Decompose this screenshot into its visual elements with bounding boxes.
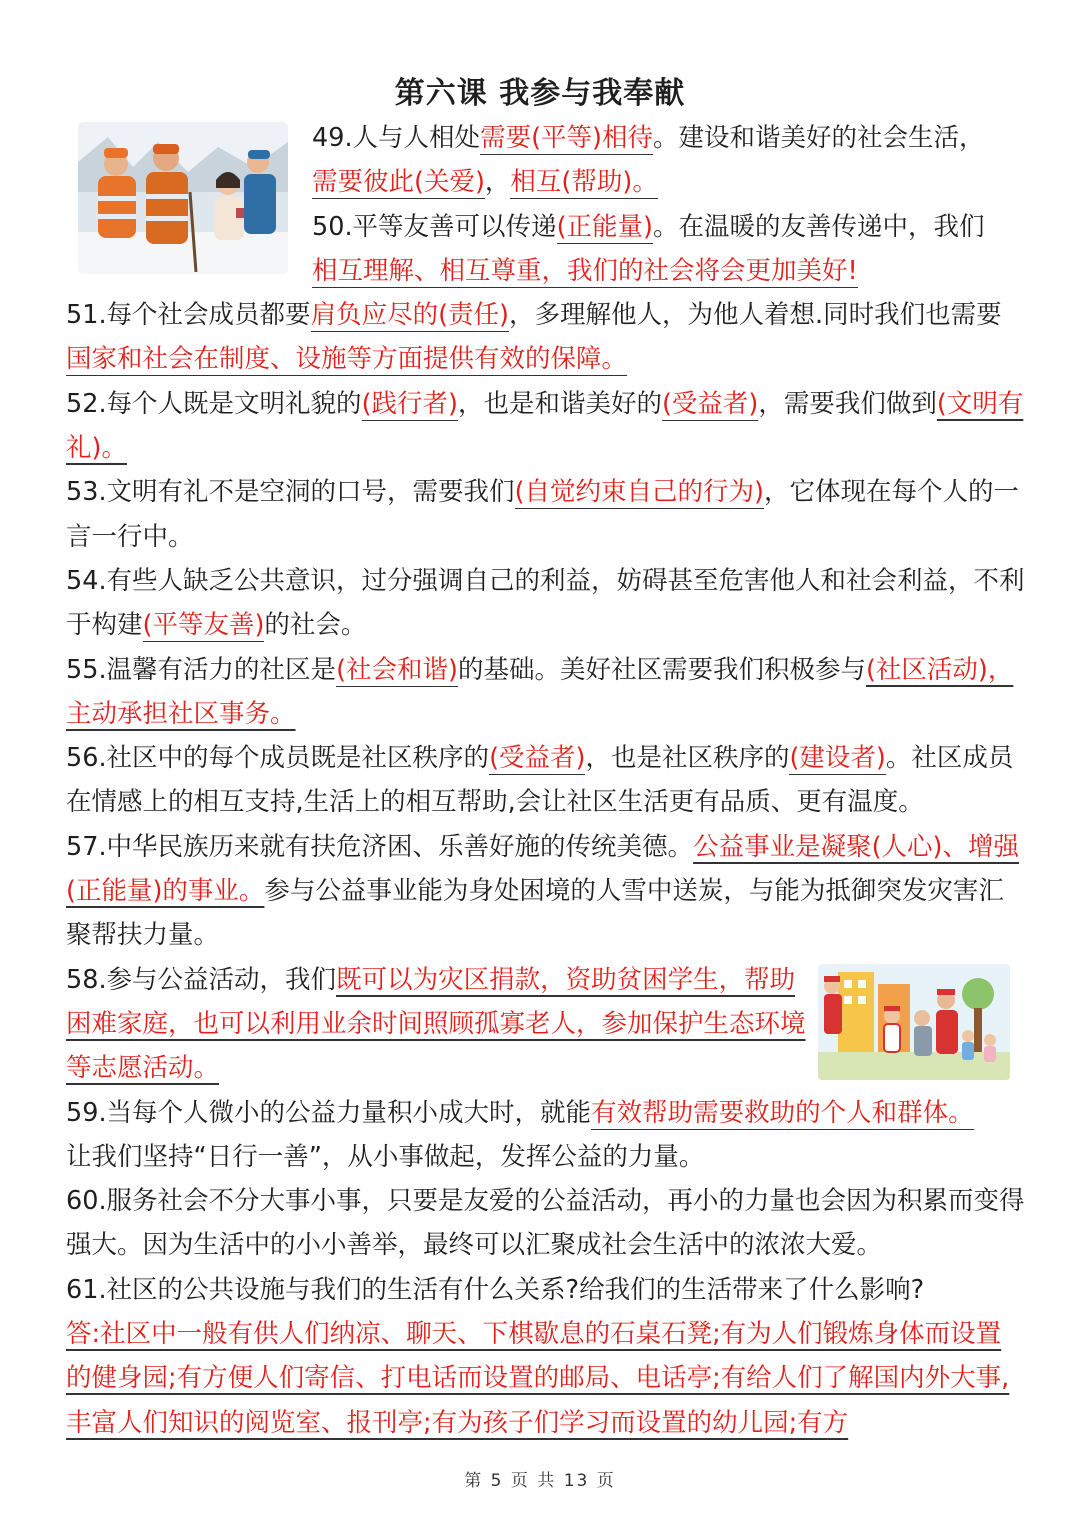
item-54-text-2: 的社会。 [264, 610, 367, 641]
item-51-answer-1: 肩负应尽的(责任) [310, 300, 509, 331]
item-57-answer: 公益事业是凝聚(人心)、增强(正能量)的事业。 [66, 831, 1019, 907]
item-49-answer-2: 需要彼此(关爱) [312, 167, 485, 198]
item-52-text-3: ，需要我们做到 [758, 388, 937, 419]
item-56-text: 56.社区中的每个成员既是社区秩序的 [66, 743, 490, 774]
item-53-text-2: ，它体现在每个人的一言一行中。 [66, 477, 1019, 552]
page-title: 第六课 我参与我奉献 [394, 76, 686, 111]
item-57 [66, 825, 1026, 958]
item-60-text: 60.服务社会不分大事小事，只要是友爱的公益活动，再小的力量也会因为积累而变得强大。因为生活中的小小善举，最终可以汇聚成社会生活中的浓浓大爱。 [66, 1186, 1025, 1261]
item-53 [66, 470, 1026, 559]
item-51-text: 51.每个社会成员都要 [66, 300, 311, 331]
page-footer: 第 5 页 共 13 页 [464, 1471, 616, 1491]
item-59-text-2: 让我们坚持“日行一善”，从小事做起，发挥公益的力量。 [66, 1141, 705, 1172]
item-53-answer: (自觉约束自己的行为) [514, 477, 764, 508]
item-50-text: 50.平等友善可以传递 [312, 211, 557, 242]
item-50-text-2: 。在温暖的友善传递中，我们 [652, 211, 985, 242]
item-59 [66, 1091, 1026, 1180]
item-55 [66, 648, 1026, 737]
item-52-answer-2: (受益者) [661, 388, 759, 419]
item-54-text: 54.有些人缺乏公共意识，过分强调自己的利益，妨碍甚至危害他人和社会利益，不利于构建 [66, 565, 1025, 641]
item-50 [312, 205, 1026, 294]
item-55-text-2: 的基础。美好社区需要我们积极参与 [457, 654, 866, 685]
item-59-answer: 有效帮助需要救助的个人和群体。 [591, 1097, 974, 1128]
item-56-answer-2: (建设者) [789, 743, 886, 774]
item-59-text: 59.当每个人微小的公益力量积小成大时，就能 [66, 1097, 592, 1128]
item-60 [66, 1179, 1026, 1268]
item-61-question: 61.社区的公共设施与我们的生活有什么关系?给我们的生活带来了什么影响? [66, 1274, 925, 1305]
question-list [66, 116, 1026, 1445]
item-51-answer-2: 国家和社会在制度、设施等方面提供有效的保障。 [66, 344, 628, 375]
item-49-text-2: 。建设和谐美好的社会生活， [652, 123, 985, 153]
item-49-answer-1: 需要(平等)相待 [480, 123, 653, 153]
item-61-answer: 答:社区中一般有供人们纳凉、聊天、下棋歇息的石桌石凳;有为人们锻炼身体而设置的健身园;有方便人们寄信、打电话而设置的邮局、电话亭;有给人们了解国内外大事,丰富人们知识的阅览室、报刊亭;有为孩子们学习而设置的幼儿园;有方 [66, 1319, 1010, 1438]
item-49-text: 49.人与人相处 [312, 123, 481, 153]
item-52-text-2: ，也是和谐美好的 [457, 388, 662, 419]
item-51 [66, 293, 1026, 382]
item-50-answer-2: 相互理解、相互尊重，我们的社会将会更加美好! [312, 255, 858, 286]
item-55-answer-1: (社会和谐) [336, 654, 458, 685]
item-56-answer-1: (受益者) [489, 743, 586, 774]
item-55-answer-2: (社区活动)，主动承担社区事务。 [66, 654, 1014, 729]
item-51-text-2: ，多理解他人，为他人着想.同时我们也需要 [508, 300, 1002, 331]
item-52 [66, 382, 1026, 471]
item-52-answer-1: (践行者) [361, 388, 458, 419]
item-50-answer-1: (正能量) [556, 211, 653, 242]
item-58 [66, 958, 806, 1091]
item-54 [66, 559, 1026, 648]
item-58-answer: 既可以为灾区捐款，资助贫困学生，帮助困难家庭，也可以利用业余时间照顾孤寡老人，参加保护生态环境等志愿活动。 [66, 964, 806, 1084]
item-57-text-2: 参与公益事业能为身处困境的人雪中送炭，与能为抵御突发灾害汇聚帮扶力量。 [66, 876, 1004, 951]
item-56-text-3: 。社区成员在情感上的相互支持,生活上的相互帮助,会让社区生活更有品质、更有温度。 [66, 743, 1014, 818]
item-55-text: 55.温馨有活力的社区是 [66, 654, 337, 685]
item-57-text: 57.中华民族历来就有扶危济困、乐善好施的传统美德。 [66, 831, 694, 862]
item-49-comma: ， [484, 167, 511, 198]
item-56-text-2: ，也是社区秩序的 [585, 743, 790, 774]
item-61 [66, 1268, 1026, 1445]
item-53-text: 53.文明有礼不是空洞的口号，需要我们 [66, 477, 515, 508]
item-49-answer-3: 相互(帮助)。 [510, 167, 658, 198]
item-58-text: 58.参与公益活动，我们 [66, 964, 337, 995]
item-54-answer: (平等友善) [142, 610, 265, 641]
item-56 [66, 736, 1026, 825]
item-52-answer-3: (文明有礼)。 [66, 388, 1024, 464]
item-49 [312, 116, 1026, 205]
item-52-text: 52.每个人既是文明礼貌的 [66, 388, 362, 419]
